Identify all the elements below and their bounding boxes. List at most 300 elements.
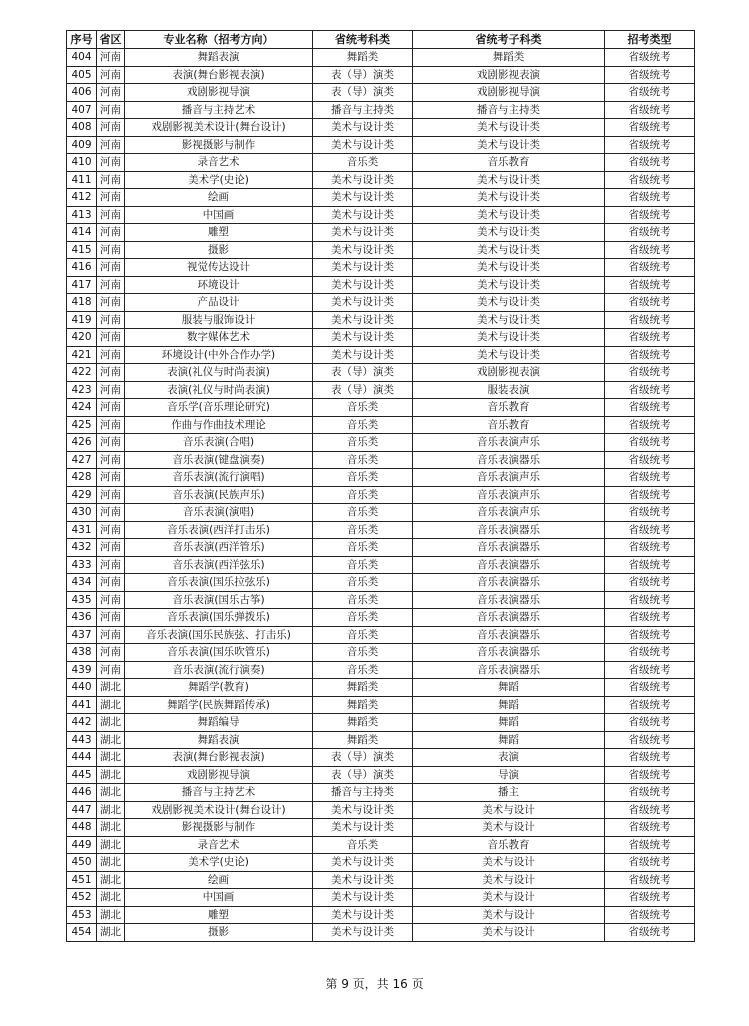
cell-major: 美术学(史论) [125,171,313,189]
cell-index: 447 [67,801,97,819]
cell-major: 戏剧影视导演 [125,84,313,102]
cell-exam-subcategory: 美术与设计类 [413,259,605,277]
table-row [67,294,695,312]
cell-province: 河南 [97,119,125,137]
cell-province: 河南 [97,329,125,347]
table-row [67,924,695,942]
admissions-table [66,30,695,942]
table-row [67,189,695,207]
cell-index: 423 [67,381,97,399]
cell-major: 录音艺术 [125,836,313,854]
cell-exam-category: 音乐类 [313,556,413,574]
cell-major: 音乐表演(演唱) [125,504,313,522]
cell-major: 音乐表演(国乐弹拨乐) [125,609,313,627]
header-exam-subcategory: 省统考子科类 [413,31,605,49]
cell-admission-type: 省级统考 [605,84,695,102]
cell-major: 音乐表演(键盘演奏) [125,451,313,469]
cell-exam-subcategory: 舞蹈类 [413,49,605,67]
cell-exam-subcategory: 音乐表演器乐 [413,556,605,574]
table-row [67,574,695,592]
cell-admission-type: 省级统考 [605,661,695,679]
cell-index: 434 [67,574,97,592]
cell-exam-category: 表（导）演类 [313,84,413,102]
cell-exam-subcategory: 音乐表演器乐 [413,661,605,679]
cell-admission-type: 省级统考 [605,451,695,469]
cell-exam-category: 美术与设计类 [313,906,413,924]
cell-index: 454 [67,924,97,942]
cell-exam-category: 舞蹈类 [313,696,413,714]
cell-major: 视觉传达设计 [125,259,313,277]
cell-index: 412 [67,189,97,207]
table-row [67,714,695,732]
cell-exam-category: 音乐类 [313,486,413,504]
cell-exam-subcategory: 音乐教育 [413,399,605,417]
table-row [67,731,695,749]
cell-exam-subcategory: 舞蹈 [413,696,605,714]
cell-province: 湖北 [97,889,125,907]
cell-exam-subcategory: 音乐表演器乐 [413,591,605,609]
cell-exam-category: 播音与主持类 [313,101,413,119]
table-row [67,171,695,189]
cell-exam-category: 音乐类 [313,521,413,539]
cell-admission-type: 省级统考 [605,49,695,67]
cell-index: 415 [67,241,97,259]
cell-major: 摄影 [125,241,313,259]
header-major: 专业名称（招考方向） [125,31,313,49]
cell-admission-type: 省级统考 [605,381,695,399]
cell-index: 414 [67,224,97,242]
cell-major: 作曲与作曲技术理论 [125,416,313,434]
cell-index: 440 [67,679,97,697]
table-row [67,434,695,452]
cell-exam-category: 音乐类 [313,539,413,557]
cell-exam-category: 美术与设计类 [313,329,413,347]
cell-province: 湖北 [97,836,125,854]
cell-admission-type: 省级统考 [605,206,695,224]
cell-major: 数字媒体艺术 [125,329,313,347]
cell-exam-subcategory: 音乐表演器乐 [413,521,605,539]
cell-major: 音乐表演(国乐吹管乐) [125,644,313,662]
cell-major: 音乐表演(西洋弦乐) [125,556,313,574]
cell-province: 湖北 [97,819,125,837]
cell-province: 河南 [97,486,125,504]
header-index: 序号 [67,31,97,49]
cell-admission-type: 省级统考 [605,399,695,417]
cell-exam-subcategory: 音乐表演声乐 [413,434,605,452]
cell-exam-subcategory: 美术与设计类 [413,241,605,259]
cell-exam-category: 美术与设计类 [313,171,413,189]
cell-exam-subcategory: 音乐表演器乐 [413,644,605,662]
table-row [67,521,695,539]
cell-index: 411 [67,171,97,189]
cell-major: 舞蹈表演 [125,49,313,67]
cell-index: 443 [67,731,97,749]
table-row [67,679,695,697]
cell-province: 河南 [97,259,125,277]
cell-major: 音乐表演(流行演唱) [125,469,313,487]
cell-admission-type: 省级统考 [605,101,695,119]
cell-major: 绘画 [125,871,313,889]
cell-index: 404 [67,49,97,67]
table-row [67,801,695,819]
table-row [67,486,695,504]
cell-index: 444 [67,749,97,767]
cell-province: 河南 [97,101,125,119]
cell-index: 422 [67,364,97,382]
cell-exam-subcategory: 音乐教育 [413,416,605,434]
cell-exam-subcategory: 音乐表演器乐 [413,451,605,469]
cell-exam-subcategory: 美术与设计类 [413,189,605,207]
cell-exam-subcategory: 美术与设计类 [413,311,605,329]
cell-index: 449 [67,836,97,854]
table-row [67,276,695,294]
cell-admission-type: 省级统考 [605,259,695,277]
cell-province: 河南 [97,206,125,224]
cell-exam-subcategory: 音乐表演器乐 [413,539,605,557]
cell-province: 河南 [97,661,125,679]
cell-major: 环境设计(中外合作办学) [125,346,313,364]
cell-exam-category: 舞蹈类 [313,714,413,732]
cell-index: 429 [67,486,97,504]
cell-province: 河南 [97,644,125,662]
table-row [67,101,695,119]
cell-index: 442 [67,714,97,732]
table-row [67,661,695,679]
cell-index: 405 [67,66,97,84]
cell-exam-subcategory: 音乐表演声乐 [413,469,605,487]
cell-index: 424 [67,399,97,417]
cell-exam-category: 音乐类 [313,591,413,609]
cell-exam-subcategory: 美术与设计 [413,819,605,837]
cell-exam-category: 美术与设计类 [313,871,413,889]
header-exam-category: 省统考科类 [313,31,413,49]
cell-exam-category: 音乐类 [313,399,413,417]
cell-index: 409 [67,136,97,154]
cell-admission-type: 省级统考 [605,924,695,942]
cell-province: 湖北 [97,784,125,802]
cell-province: 河南 [97,451,125,469]
cell-major: 表演(礼仪与时尚表演) [125,364,313,382]
cell-index: 445 [67,766,97,784]
table-body [67,49,695,942]
table-row [67,136,695,154]
cell-major: 音乐表演(国乐古筝) [125,591,313,609]
table-row [67,364,695,382]
cell-major: 戏剧影视美术设计(舞台设计) [125,801,313,819]
cell-exam-subcategory: 表演 [413,749,605,767]
table-row [67,644,695,662]
table-row [67,696,695,714]
cell-major: 舞蹈编导 [125,714,313,732]
cell-exam-subcategory: 美术与设计 [413,854,605,872]
cell-major: 音乐表演(民族声乐) [125,486,313,504]
cell-exam-category: 表（导）演类 [313,364,413,382]
cell-province: 河南 [97,241,125,259]
cell-admission-type: 省级统考 [605,731,695,749]
cell-admission-type: 省级统考 [605,714,695,732]
cell-admission-type: 省级统考 [605,574,695,592]
cell-admission-type: 省级统考 [605,346,695,364]
cell-province: 河南 [97,381,125,399]
table-row [67,329,695,347]
cell-index: 425 [67,416,97,434]
cell-exam-category: 音乐类 [313,644,413,662]
cell-exam-category: 美术与设计类 [313,241,413,259]
cell-major: 音乐表演(合唱) [125,434,313,452]
cell-admission-type: 省级统考 [605,486,695,504]
cell-admission-type: 省级统考 [605,276,695,294]
cell-major: 雕塑 [125,224,313,242]
header-province: 省区 [97,31,125,49]
cell-index: 410 [67,154,97,172]
cell-index: 406 [67,84,97,102]
table-row [67,84,695,102]
page-number: 第 9 页，共 16 页 [325,977,424,991]
table-row [67,784,695,802]
cell-exam-category: 美术与设计类 [313,819,413,837]
cell-major: 录音艺术 [125,154,313,172]
table-row [67,871,695,889]
cell-province: 河南 [97,521,125,539]
cell-exam-category: 音乐类 [313,451,413,469]
cell-exam-category: 美术与设计类 [313,224,413,242]
cell-province: 湖北 [97,854,125,872]
cell-province: 湖北 [97,801,125,819]
cell-admission-type: 省级统考 [605,171,695,189]
cell-exam-category: 表（导）演类 [313,766,413,784]
cell-province: 河南 [97,416,125,434]
cell-exam-category: 音乐类 [313,469,413,487]
cell-major: 音乐表演(西洋打击乐) [125,521,313,539]
table-row [67,119,695,137]
header-admission-type: 招考类型 [605,31,695,49]
cell-major: 音乐表演(西洋管乐) [125,539,313,557]
cell-exam-category: 音乐类 [313,154,413,172]
cell-index: 430 [67,504,97,522]
cell-admission-type: 省级统考 [605,189,695,207]
cell-exam-subcategory: 音乐表演器乐 [413,609,605,627]
table-row [67,766,695,784]
table-row [67,609,695,627]
cell-exam-category: 美术与设计类 [313,189,413,207]
cell-province: 湖北 [97,679,125,697]
cell-exam-category: 音乐类 [313,434,413,452]
cell-exam-subcategory: 美术与设计 [413,906,605,924]
cell-exam-subcategory: 美术与设计 [413,801,605,819]
cell-index: 452 [67,889,97,907]
cell-province: 河南 [97,84,125,102]
cell-major: 舞蹈学(民族舞蹈传承) [125,696,313,714]
cell-exam-subcategory: 音乐教育 [413,836,605,854]
table-row [67,626,695,644]
cell-exam-category: 音乐类 [313,504,413,522]
cell-admission-type: 省级统考 [605,469,695,487]
cell-index: 448 [67,819,97,837]
cell-admission-type: 省级统考 [605,521,695,539]
cell-exam-category: 舞蹈类 [313,679,413,697]
table-row [67,49,695,67]
cell-index: 420 [67,329,97,347]
cell-admission-type: 省级统考 [605,591,695,609]
cell-major: 表演(舞台影视表演) [125,749,313,767]
cell-exam-category: 音乐类 [313,574,413,592]
cell-exam-category: 美术与设计类 [313,801,413,819]
cell-exam-category: 舞蹈类 [313,731,413,749]
table-row [67,416,695,434]
cell-admission-type: 省级统考 [605,556,695,574]
cell-major: 表演(礼仪与时尚表演) [125,381,313,399]
cell-admission-type: 省级统考 [605,329,695,347]
cell-province: 河南 [97,66,125,84]
cell-admission-type: 省级统考 [605,766,695,784]
cell-province: 河南 [97,556,125,574]
cell-index: 426 [67,434,97,452]
cell-exam-subcategory: 音乐表演器乐 [413,626,605,644]
cell-major: 雕塑 [125,906,313,924]
cell-exam-subcategory: 美术与设计 [413,889,605,907]
table-row [67,591,695,609]
cell-exam-category: 播音与主持类 [313,784,413,802]
cell-province: 湖北 [97,906,125,924]
cell-exam-subcategory: 美术与设计类 [413,136,605,154]
cell-exam-category: 音乐类 [313,609,413,627]
table-row [67,504,695,522]
cell-admission-type: 省级统考 [605,626,695,644]
cell-exam-category: 美术与设计类 [313,259,413,277]
cell-exam-category: 美术与设计类 [313,889,413,907]
cell-index: 435 [67,591,97,609]
cell-exam-subcategory: 舞蹈 [413,679,605,697]
cell-major: 美术学(史论) [125,854,313,872]
table-row [67,836,695,854]
cell-admission-type: 省级统考 [605,504,695,522]
cell-major: 戏剧影视导演 [125,766,313,784]
cell-admission-type: 省级统考 [605,416,695,434]
cell-exam-category: 美术与设计类 [313,136,413,154]
table-row [67,311,695,329]
table-row [67,399,695,417]
cell-exam-subcategory: 美术与设计类 [413,119,605,137]
cell-admission-type: 省级统考 [605,136,695,154]
table-row [67,539,695,557]
cell-province: 湖北 [97,731,125,749]
cell-admission-type: 省级统考 [605,784,695,802]
cell-province: 河南 [97,504,125,522]
cell-admission-type: 省级统考 [605,311,695,329]
cell-exam-subcategory: 戏剧影视导演 [413,84,605,102]
cell-exam-category: 音乐类 [313,836,413,854]
cell-index: 438 [67,644,97,662]
cell-index: 428 [67,469,97,487]
cell-province: 河南 [97,276,125,294]
cell-admission-type: 省级统考 [605,644,695,662]
cell-province: 河南 [97,539,125,557]
cell-exam-subcategory: 播主 [413,784,605,802]
cell-major: 环境设计 [125,276,313,294]
table-row [67,206,695,224]
cell-exam-subcategory: 戏剧影视表演 [413,66,605,84]
cell-exam-category: 美术与设计类 [313,119,413,137]
cell-exam-subcategory: 服装表演 [413,381,605,399]
cell-exam-category: 美术与设计类 [313,924,413,942]
cell-exam-subcategory: 音乐表演声乐 [413,486,605,504]
cell-province: 湖北 [97,766,125,784]
cell-exam-subcategory: 音乐表演声乐 [413,504,605,522]
cell-index: 407 [67,101,97,119]
cell-major: 播音与主持艺术 [125,101,313,119]
table-header-row [67,31,695,49]
cell-index: 421 [67,346,97,364]
cell-exam-subcategory: 美术与设计 [413,924,605,942]
cell-index: 446 [67,784,97,802]
table-row [67,224,695,242]
cell-exam-subcategory: 美术与设计类 [413,276,605,294]
cell-province: 河南 [97,574,125,592]
cell-exam-category: 美术与设计类 [313,311,413,329]
cell-exam-category: 音乐类 [313,661,413,679]
cell-province: 湖北 [97,924,125,942]
cell-admission-type: 省级统考 [605,889,695,907]
cell-major: 音乐学(音乐理论研究) [125,399,313,417]
table-row [67,819,695,837]
cell-major: 舞蹈表演 [125,731,313,749]
cell-exam-category: 音乐类 [313,626,413,644]
cell-exam-category: 美术与设计类 [313,346,413,364]
cell-province: 河南 [97,469,125,487]
cell-major: 音乐表演(国乐民族弦、打击乐) [125,626,313,644]
cell-exam-subcategory: 导演 [413,766,605,784]
cell-admission-type: 省级统考 [605,154,695,172]
cell-major: 影视摄影与制作 [125,136,313,154]
cell-exam-category: 表（导）演类 [313,749,413,767]
cell-major: 绘画 [125,189,313,207]
table-row [67,259,695,277]
cell-exam-subcategory: 戏剧影视表演 [413,364,605,382]
cell-exam-category: 表（导）演类 [313,66,413,84]
cell-index: 419 [67,311,97,329]
cell-exam-category: 舞蹈类 [313,49,413,67]
cell-admission-type: 省级统考 [605,119,695,137]
cell-index: 433 [67,556,97,574]
cell-major: 产品设计 [125,294,313,312]
cell-province: 湖北 [97,696,125,714]
table-row [67,469,695,487]
cell-exam-category: 表（导）演类 [313,381,413,399]
cell-index: 450 [67,854,97,872]
cell-major: 戏剧影视美术设计(舞台设计) [125,119,313,137]
cell-exam-subcategory: 舞蹈 [413,714,605,732]
cell-province: 湖北 [97,871,125,889]
cell-major: 中国画 [125,889,313,907]
cell-major: 表演(舞台影视表演) [125,66,313,84]
cell-province: 河南 [97,609,125,627]
cell-index: 408 [67,119,97,137]
table-row [67,749,695,767]
cell-exam-category: 美术与设计类 [313,854,413,872]
cell-exam-subcategory: 美术与设计 [413,871,605,889]
cell-major: 服装与服饰设计 [125,311,313,329]
cell-province: 河南 [97,591,125,609]
cell-major: 舞蹈学(教育) [125,679,313,697]
cell-admission-type: 省级统考 [605,871,695,889]
cell-index: 432 [67,539,97,557]
cell-province: 河南 [97,171,125,189]
table-row [67,854,695,872]
table-row [67,66,695,84]
cell-admission-type: 省级统考 [605,294,695,312]
cell-province: 河南 [97,311,125,329]
table-row [67,241,695,259]
